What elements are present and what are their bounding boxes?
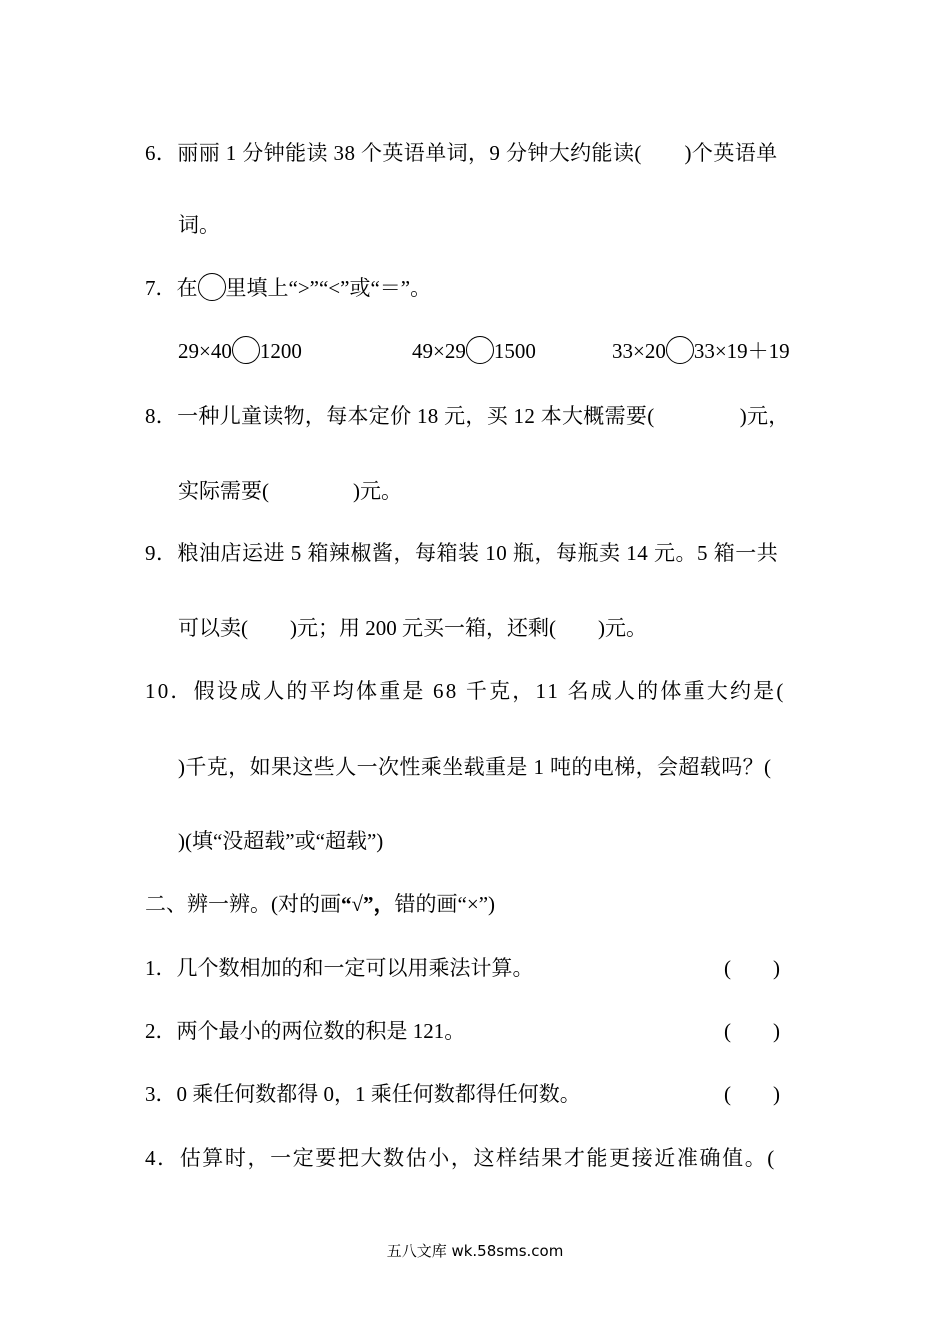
q10-line1: 10．假设成人的平均体重是 68 千克，11 名成人的体重大约是(	[145, 679, 786, 703]
footer-watermark: 五八文库 wk.58sms.com	[386, 1242, 564, 1260]
q6-line2: 词。	[178, 213, 220, 237]
judge-item-1: 1．几个数相加的和一定可以用乘法计算。	[145, 956, 534, 980]
q7-item-2	[412, 336, 536, 366]
q7-item-2-right: 1500	[493, 339, 536, 363]
q10-line3: )(填“没超载”或“超载”)	[178, 829, 384, 853]
q6-line1: 6．丽丽 1 分钟能读 38 个英语单词，9 分钟大约能读( )个英语单	[145, 141, 778, 165]
q10-line2: )千克，如果这些人一次性乘坐载重是 1 吨的电梯，会超载吗？(	[178, 755, 772, 779]
judge-answer-1[interactable]: ( )	[724, 956, 780, 980]
section2-heading	[145, 889, 495, 919]
judge-item-2: 2．两个最小的两位数的积是 121。	[145, 1019, 466, 1043]
q8-line2: 实际需要( )元。	[178, 479, 402, 503]
q7-item-1-right: 1200	[259, 339, 302, 363]
q9-line2: 可以卖( )元；用 200 元买一箱，还剩( )元。	[178, 616, 647, 640]
q7-prompt	[145, 273, 431, 303]
compare-circle-icon[interactable]	[666, 336, 694, 364]
judge-item-4: 4．估算时，一定要把大数估小，这样结果才能更接近准确值。(	[145, 1146, 776, 1170]
q9-line1: 9．粮油店运进 5 箱辣椒酱，每箱装 10 瓶，每瓶卖 14 元。5 箱一共	[145, 541, 779, 565]
judge-answer-3[interactable]: ( )	[724, 1082, 780, 1106]
section2-heading-a: 二、辨一辨。(对的画	[145, 892, 341, 916]
q7-item-1-left: 29×40	[178, 339, 232, 363]
compare-circle-icon[interactable]	[466, 336, 494, 364]
section2-heading-check: “√”，	[341, 892, 395, 916]
compare-circle-icon	[198, 273, 226, 301]
q7-item-3-right: 33×19＋19	[693, 339, 790, 363]
q7-prompt-a: 7．在	[145, 276, 198, 300]
q7-item-3	[612, 336, 790, 366]
q7-item-1	[178, 336, 302, 366]
compare-circle-icon[interactable]	[232, 336, 260, 364]
q7-item-3-left: 33×20	[612, 339, 666, 363]
section2-heading-b: 错的画“×”)	[394, 892, 496, 916]
q7-item-2-left: 49×29	[412, 339, 466, 363]
judge-item-3: 3．0 乘任何数都得 0，1 乘任何数都得任何数。	[145, 1082, 581, 1106]
q8-line1: 8．一种儿童读物，每本定价 18 元，买 12 本大概需要( )元，	[145, 404, 790, 428]
judge-answer-2[interactable]: ( )	[724, 1019, 780, 1043]
q7-prompt-b: 里填上“>”“<”或“＝”。	[225, 276, 432, 300]
